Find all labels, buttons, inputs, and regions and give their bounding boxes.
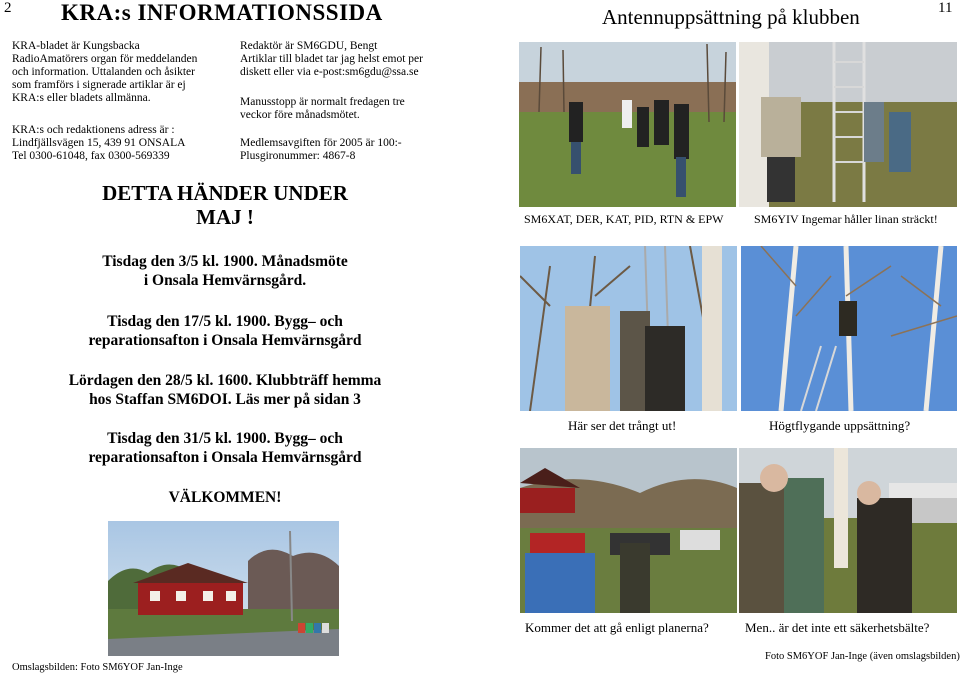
- deadline-line: veckor före månadsmötet.: [240, 109, 360, 121]
- right-page-heading: Antennuppsättning på klubben: [602, 5, 860, 29]
- editor-block: [240, 40, 460, 79]
- event-line: Tisdag den 3/5 kl. 1900. Månadsmöte: [102, 253, 348, 270]
- event-line: Tisdag den 31/5 kl. 1900. Bygg– och: [107, 430, 343, 447]
- photo-credit: Foto SM6YOF Jan-Inge (även omslagsbilden): [765, 651, 960, 662]
- intro-text: [12, 40, 222, 105]
- intro-line: och information. Uttalanden och åsikter: [12, 66, 195, 78]
- fee-block: [240, 137, 460, 163]
- plusgiro-text: Plusgironummer: 4867-8: [240, 150, 356, 162]
- event-line: Tisdag den 17/5 kl. 1900. Bygg– och: [107, 313, 343, 330]
- photo-ladder-line: [739, 42, 957, 207]
- address-line: KRA:s och redaktionens adress är :: [12, 124, 175, 136]
- cover-credit: Omslagsbilden: Foto SM6YOF Jan-Inge: [12, 662, 183, 673]
- events-heading-line: DETTA HÄNDER UNDER: [102, 181, 348, 205]
- left-page-number: 2: [4, 0, 12, 16]
- deadline-line: Manusstopp är normalt fredagen tre: [240, 96, 405, 108]
- event-line: reparationsafton i Onsala Hemvärnsgård: [88, 332, 362, 349]
- intro-line: som framförs i signerade artiklar är ej: [12, 79, 186, 91]
- page-title: KRA:s INFORMATIONSSIDA: [61, 0, 383, 25]
- events-heading-line: MAJ !: [196, 205, 254, 229]
- plusgiro-line: [240, 150, 460, 163]
- photo-cars-house: [520, 448, 737, 613]
- photo-crowded-tree: [520, 246, 737, 411]
- editor-line: Redaktör är SM6GDU, Bengt: [240, 40, 378, 52]
- address-line: Tel 0300-61048, fax 0300-569339: [12, 150, 170, 162]
- editor-email-line: diskett eller via e-post:sm6gdu@ssa.se: [240, 66, 419, 78]
- right-page-number: 11: [938, 0, 953, 16]
- event-item: [20, 371, 430, 409]
- event-item: [40, 429, 410, 467]
- event-item: [40, 312, 410, 350]
- intro-line: RadioAmatörers organ för meddelanden: [12, 53, 198, 65]
- photo2-caption: SM6YIV Ingemar håller linan sträckt!: [754, 212, 938, 226]
- photo-group-on-field: [519, 42, 736, 207]
- photo1-caption: SM6XAT, DER, KAT, PID, RTN & EPW: [524, 212, 724, 226]
- photo-high-up: [741, 246, 957, 411]
- intro-line: KRA-bladet är Kungsbacka: [12, 40, 140, 52]
- deadline-block: [240, 96, 460, 122]
- address-block: [12, 124, 227, 163]
- event-item: [40, 252, 410, 290]
- photo-safety-belt: [739, 448, 957, 613]
- photo5-caption: Kommer det att gå enligt planerna?: [525, 620, 709, 635]
- event-line: Lördagen den 28/5 kl. 1600. Klubbträff hemma: [68, 372, 382, 389]
- welcome-text: VÄLKOMMEN!: [168, 489, 282, 506]
- cover-photo: [108, 521, 339, 656]
- event-line: i Onsala Hemvärnsgård.: [143, 272, 307, 289]
- event-line: reparationsafton i Onsala Hemvärnsgård: [88, 449, 362, 466]
- intro-line: KRA:s eller bladets allmänna.: [12, 92, 151, 104]
- events-heading: [60, 181, 390, 229]
- photo4-caption: Högtflygande uppsättning?: [769, 418, 911, 433]
- photo3-caption: Här ser det trångt ut!: [568, 418, 677, 433]
- photo6-caption: Men.. är det inte ett säkerhetsbälte?: [745, 620, 930, 635]
- event-line: hos Staffan SM6DOI. Läs mer på sidan 3: [89, 391, 361, 408]
- editor-line: Artiklar till bladet tar jag helst emot per: [240, 53, 423, 65]
- fee-line: Medlemsavgiften för 2005 är 100:-: [240, 137, 402, 149]
- address-line: Lindfjällsvägen 15, 439 91 ONSALA: [12, 137, 186, 149]
